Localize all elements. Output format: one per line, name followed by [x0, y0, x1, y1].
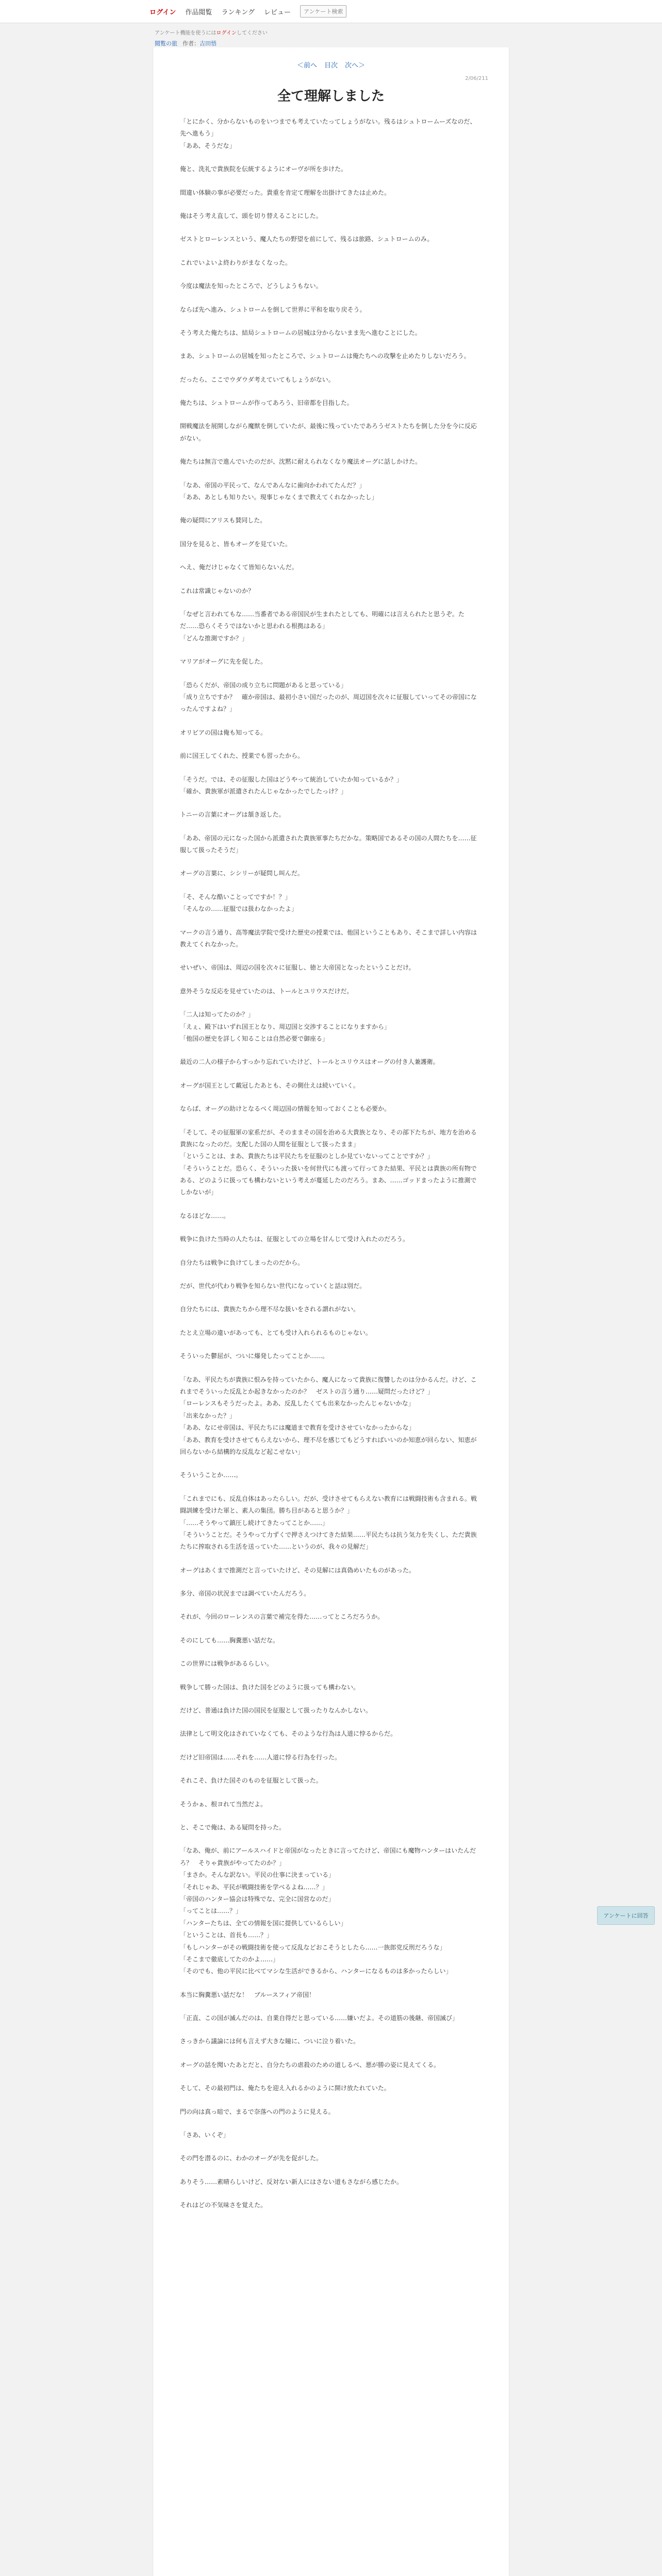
body-paragraph: なるほどな……。 [180, 1212, 230, 1219]
body-paragraph: と、そこで俺は、ある疑問を持った。 [180, 1823, 286, 1831]
search-input[interactable]: アンケート検索 [300, 5, 346, 18]
body-paragraph: その門を潜るのに、わかのオーグが先を促がした。 [180, 2155, 323, 2162]
prev-chapter-link[interactable]: ＜前へ [296, 62, 317, 70]
body-paragraph: 最近の二人の様子からすっかり忘れていたけど、トールとユリウスはオーグの付き人兼護衛。 [180, 1058, 439, 1066]
body-paragraph: へえ、俺だけじゃなくて皆知らないんだ。 [180, 564, 298, 571]
body-paragraph: これは常識じゃないのか？ [180, 587, 255, 595]
body-paragraph: 開戦魔法を展開しながら魔獣を倒していたが、最後に残っていたであろうゼストたちを倒した分を今に反応がない。 [180, 422, 477, 442]
body-paragraph: 「さあ、いくぞ」 [180, 2131, 229, 2139]
body-paragraph: だけど旧帝国は……それを……人道に悖る行為を行った。 [180, 1753, 341, 1761]
body-paragraph: オーグが国王として戴冠したあとも、その側仕えは続いていく。 [180, 1081, 359, 1089]
body-paragraph: 「そして、その征服軍の家系だが、そのままその国を治める大貴族となり、その部下たちが、地方を治める貴族になったのだ。支配した国の人間を征服として扱ったまま」 「ということは、まあ、貴族たちは平民たちを征服のとしか見ていないってことですか？」 「そういうことだ。恐らく、そういった扱いを何世代にも渡って行ってきた結果、平民とは貴族の所有物である、どのように扱っても構わないという考えが蔓延したのだろう。まあ、……ゴッドまったように推測でしかないが」 [180, 1128, 477, 1196]
breadcrumb [155, 39, 662, 47]
body-paragraph: だったら、ここでウダウダ考えていてもしょうがない。 [180, 376, 335, 383]
body-paragraph: オーグの話を聞いたあとだと、自分たちの虐殺のための道しるべ、悪が勝の姿に見えてくる。 [180, 2061, 440, 2069]
body-paragraph: それこそ、負けた国そのものを征服として扱った。 [180, 1777, 322, 1785]
notice-text-before: アンケート機能を使うには [155, 30, 217, 36]
ranking-link[interactable]: ランキング [221, 8, 255, 16]
body-paragraph: 「恐らくだが、帝国の成り立ちに問題があると思っている」 「成り立ちですか？ 確か帝国は、最初小さい国だったのが、周辺国を次々に征服していってその帝国になったんですよね？」 [180, 681, 477, 713]
chapter-pager [153, 47, 509, 70]
body-paragraph: この世界には戦争があるらしい。 [180, 1660, 273, 1668]
breadcrumb-home[interactable]: 閲覧の旅 [155, 40, 177, 47]
body-paragraph: だが、世代が代わり戦争を知らない世代になっていくと話は別だ。 [180, 1282, 366, 1290]
author-link[interactable]: 吉田悟 [200, 40, 217, 47]
body-paragraph: ならば、オーグの助けとなるべく周辺国の情報を知っておくことも必要か。 [180, 1105, 391, 1113]
chapter-body [153, 116, 509, 2212]
body-paragraph: 「なあ、俺が、前にアールスハイドと帝国がなったときに言ってたけど、帝国にも魔物ハンターはいたんだろ？ そりゃ貴族がやってたのか？」 「まさか。そんな訳ない。平民の仕事に決まっている」 「それじゃあ、平民が戦闘技術を学べるよね……？」 「帝国のハンター協会は特殊でな、完全に国営なのだ」 「ってことは……？」 「ハンターたちは、全ての情報を国に提供しているらしい」 「ということは、首長も……？」 「もしハンターがその戦闘技術を使って反乱などおこそうとしたら……一族郎党反刑だろうな」 「そこまで徹底してたのかよ……」 「そのでも、他の平民に比べてマシな生活ができるから、ハンターになるものは多かったらしい」 [180, 1847, 476, 1975]
body-paragraph: 俺と、洗礼で貴族院を伝統するようにオーヴが所を歩けた。 [180, 165, 347, 173]
notice-login-link[interactable]: ログイン [216, 30, 237, 36]
body-paragraph: トニーの言葉にオーグは頷き返した。 [180, 811, 285, 819]
body-paragraph: 「ああ、帝国の元になった国から派遣された貴族軍事たちだかな。策略国であるその国の人間たちを……征服して扱ったそうだ」 [180, 834, 477, 854]
chapter-content [153, 47, 509, 2576]
body-paragraph: マークの言う通り、高等魔法学院で受けた歴史の授業では、他国ということもあり、そこまで詳しい内容は教えてくれなかった。 [180, 928, 477, 948]
body-paragraph: 俺たちは、シュトロームが作ってあろう、旧帝都を目指した。 [180, 399, 353, 407]
body-paragraph: 今度は魔法を知ったところで、どうしようもない。 [180, 282, 322, 290]
body-paragraph: そう考えた俺たちは、結局シュトロームの居城は分からないまま先へ進むことにした。 [180, 329, 421, 336]
body-paragraph: 法律として明文化はされていなくても、そのような行為は人道に悖るからだ。 [180, 1730, 397, 1738]
body-paragraph: そして、その最初門は、俺たちを迎え入れるかのように開け放たれていた。 [180, 2084, 390, 2092]
author-label: 作者： [183, 40, 200, 47]
works-link[interactable]: 作品閲覧 [185, 8, 212, 16]
body-paragraph: マリアがオーグに先を促した。 [180, 658, 267, 666]
body-paragraph: ゼストとローレンスという、魔人たちの野望を前にして、残るは旅路、シュトロームのみ。 [180, 235, 434, 243]
login-link[interactable]: ログイン [150, 8, 176, 16]
body-paragraph: 前に国王してくれた、授業でも習ったから。 [180, 752, 304, 760]
post-date: 2/06/211 [465, 76, 488, 81]
body-paragraph: だけど、普通は負けた国の国民を征服として扱ったりなんかしない。 [180, 1707, 372, 1715]
body-paragraph: 本当に胸糞悪い話だな！ ブルースフィア帝国！ [180, 1991, 315, 1998]
top-nav-bar [0, 0, 662, 23]
body-paragraph: ならば先へ進み、シュトロームを倒して世界に平和を取り戻そう。 [180, 306, 366, 313]
body-paragraph: 門の向は真っ暗で、まるで奈落への門のように見える。 [180, 2108, 335, 2115]
body-paragraph: 俺はそう考え直して、頭を切り替えることにした。 [180, 212, 322, 219]
body-paragraph: 「そ、そんな酷いことってですか！？」 「そんなの……征服では扱わなかったよ」 [180, 893, 298, 913]
body-paragraph: 「二人は知ってたのか？」 「えぇ、殿下はいずれ国王となり、周辺国と交渉することになりますから」 「他国の歴史を詳しく知ることは自然必要で御座る」 [180, 1011, 391, 1042]
next-chapter-link[interactable]: 次へ＞ [345, 62, 366, 70]
body-paragraph: 意外そうな反応を見せていたのは、トールとユリウスだけだ。 [180, 987, 353, 995]
body-paragraph: そういうことか……。 [180, 1471, 242, 1479]
body-paragraph: 「とにかく、分からないものをいつまでも考えていたってしょうがない。残るはシュトロームーズなのだ、先へ進もう」 「ああ、そうだな」 [180, 118, 476, 149]
chapter-title: 全て理解しました [277, 89, 385, 104]
body-paragraph: 国分を見ると、皆もオーグを見ていた。 [180, 540, 292, 548]
body-paragraph: 戦争に負けた当時の人たちは、征服としての立場を甘んじて受け入れたのだろう。 [180, 1235, 409, 1243]
body-paragraph: オーグはあくまで推測だと言っていたけど、その見解には真偽めいたものがあった。 [180, 1566, 415, 1574]
body-paragraph: そういった鬱屈が、ついに爆発したってことか……。 [180, 1352, 329, 1360]
body-paragraph: 俺たちは無言で進んでいたのだが、沈黙に耐えられなくなり魔法オーグに話しかけた。 [180, 458, 422, 466]
body-paragraph: さっきから議論には何も言えず大きな瞳に、ついに泣り着いた。 [180, 2038, 360, 2045]
body-paragraph: 自分たちは戦争に負けてしまったのだから。 [180, 1259, 304, 1266]
body-paragraph: これでいよいよ終わりがまなくなった。 [180, 259, 292, 266]
body-paragraph: 「これまでにも、反乱自体はあったらしい。だが、受けさせてもらえない教育には戦闘技術も含まれる。戦闘訓練を受けた軍と、素人の集団。勝ち目があると思うか？」 「……そうやって鎮圧し続けてきたってことか……」 「そういうことだ。そうやって力ずくで押さえつけてきた結果……平民たちは抗う気力を失くし、ただ貴族たちに搾取される生活を送っていた……というのが、我々の見解だ」 [180, 1495, 477, 1551]
login-notice [155, 28, 662, 36]
body-paragraph: それはどの不気味さを覚えた。 [180, 2201, 267, 2209]
body-paragraph: 多分、帝国の状況までは調べていたんだろう。 [180, 1590, 310, 1598]
body-paragraph: そうかぁ、根ヨれて当然だよ。 [180, 1800, 267, 1808]
body-paragraph: オーグの言葉に、シシリーが疑問し叫んだ。 [180, 870, 304, 877]
body-paragraph: 「そうだ。では、その征服した国はどうやって統治していたか知っているか？」 「確か、貴族軍が派遣されたんじゃなかったでしたっけ？」 [180, 775, 403, 795]
body-paragraph: 俺の疑問にアリスも賛同した。 [180, 517, 267, 524]
notice-text-after: してください [236, 30, 268, 36]
body-paragraph: ありそう……素晴らしいけど、反対ない新人にはさない道もさながら感じたか。 [180, 2178, 403, 2185]
body-paragraph: 「正直、この国が滅んだのは、自業自得だと思っている……嫌いだよ。その道筋の後継、帝国滅び」 [180, 2014, 459, 2022]
body-paragraph: 「なあ、帝国の平民って、なんであんなに歯向かわれてたんだ？」 「ああ、あとしも知りたい。現事じゃなくまで教えてくれなかったし」 [180, 481, 378, 501]
body-paragraph: 戦争して勝った国は、負けた国をどのように扱っても構わない。 [180, 1683, 360, 1691]
survey-button[interactable]: アンケートに回答 [597, 1906, 655, 1925]
body-paragraph: 「なあ、平民たちが貴族に恨みを持っていたから、魔人になって貴族に復讐したのは分かるんだ。けど、これまでそういった反乱とか起きなかったのか？ ゼストの言う通り……疑問だったけど？」 「ローレンスもそうだったよ。ああ、反乱したくても出来なかったんじゃないかな」 「出来なかった？」 「ああ、なにせ帝国は、平民たちには魔道まで教育を受けさせていなかったからな」 「ああ、教育を受けさせてもらえないから、理不尽を感じてもどうすればいいのか知恵が回らない、知恵が回らないから結構的な反乱など起こせない」 [180, 1376, 477, 1455]
body-paragraph: オリビアの国は俺も知ってる。 [180, 728, 267, 736]
body-paragraph: 自分たちには、貴族たちから理不尽な扱いをされる謂れがない。 [180, 1306, 360, 1313]
body-paragraph: それが、今回のローレンスの言葉で補完を得た……ってところだろうか。 [180, 1613, 384, 1621]
toc-link[interactable]: 目次 [324, 62, 338, 70]
body-paragraph: 間違い体験の事が必要だった。貴重を肯定て理解を出掛けてきたは止めた。 [180, 189, 391, 196]
body-paragraph: せいぜい、帝国は、周辺の国を次々に征服し、徳と大帝国となったということだけ。 [180, 964, 415, 972]
review-link[interactable]: レビュー [264, 8, 291, 16]
body-paragraph: 「なぜと言われてもな……当番者である帝国民が生まれたとしても、明確には言えられたと思うぞ。ただ……恐らくそうではないかと思われる根拠はある」 「どんな推測ですか？」 [180, 610, 465, 642]
body-paragraph: そのにしても……胸糞悪い話だな。 [180, 1636, 279, 1644]
body-paragraph: まあ、シュトロームの居城を知ったところで、シュトロームは俺たちへの攻撃を止めたりしないだろう。 [180, 352, 470, 360]
body-paragraph: たとえ立場の違いがあっても、とても受け入れられるものじゃない。 [180, 1329, 372, 1336]
